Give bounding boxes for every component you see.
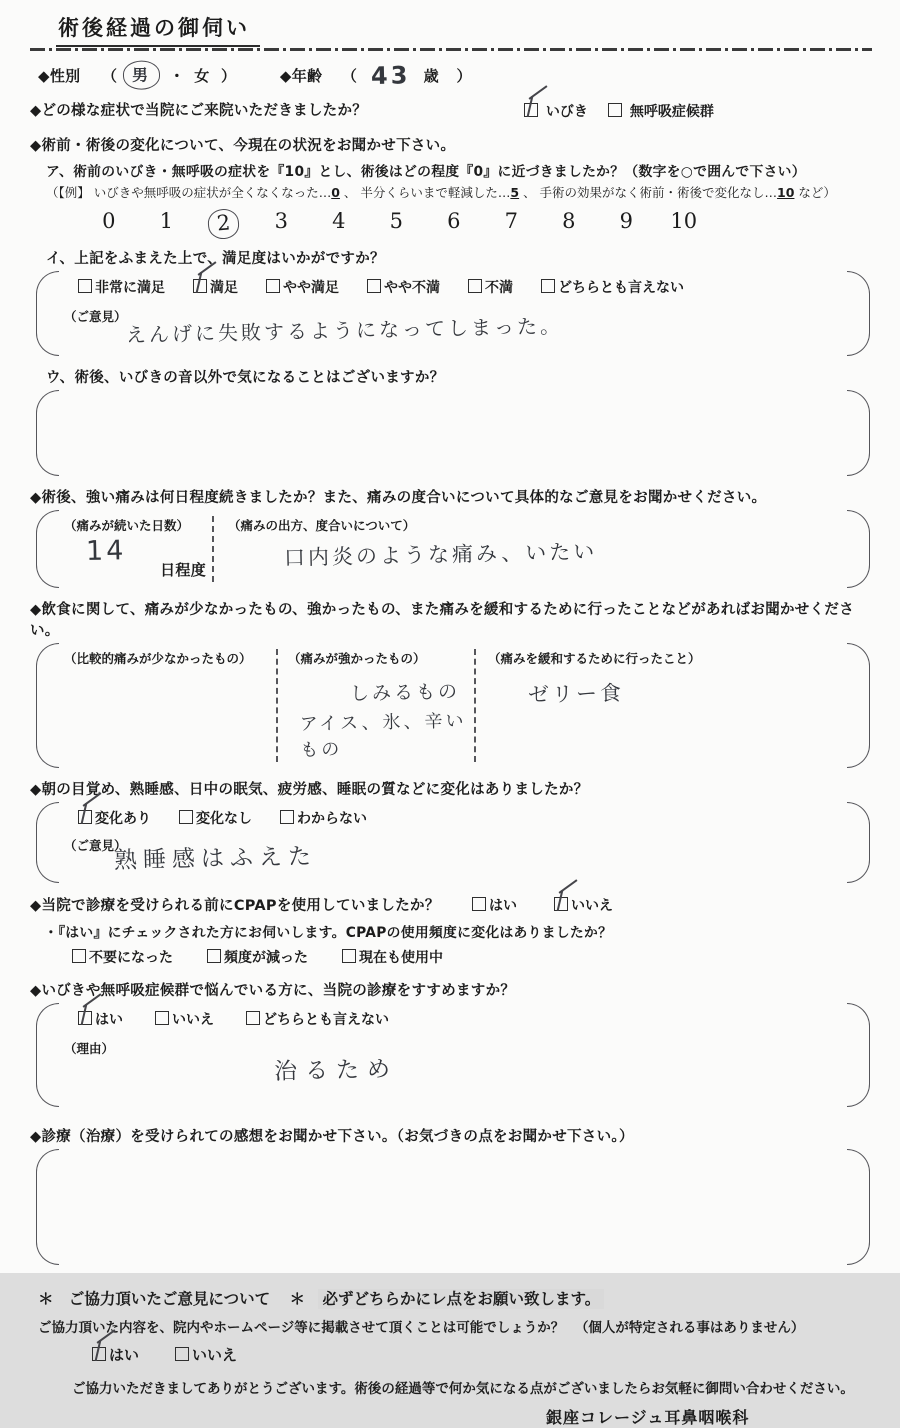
checkbox-icon [72,949,86,963]
cpap-option-yes: はい [472,895,517,915]
other-concerns-question: ウ、術後、いびきの音以外で気になることはございますか？ [46,370,445,386]
cpap-question: ◆当院で診療を受けられる前にCPAPを使用していましたか？ [30,898,440,914]
publish-option-yes: はい [92,1344,139,1365]
eating-col-relief [474,649,834,762]
opinion-label: （ご意見） [64,309,127,324]
symptom-option-label: 無呼吸症候群 [629,104,714,120]
eating-question: ◆飲食に関して、痛みが少なかったもの、強かったもの、また痛みを緩和するために行ったことなどがあればお聞かせください。 [30,602,854,639]
recommend-question: ◆いびきや無呼吸症候群で悩んでいる方に、当院の診療をすすめますか？ [30,983,516,999]
footer-about: ご協力頂いたご意見について [68,1290,271,1308]
satisfaction-option: 非常に満足 [78,277,165,297]
gender-female: 女 [194,67,210,85]
checkbox-icon [155,1011,169,1025]
reason-label: （理由） [64,1041,115,1056]
publish-options [92,1344,872,1365]
eating-col3-answer-handwritten: ゼリー食 [527,680,625,707]
scale-number-selected: 2 [195,209,253,239]
eating-col1-label: （比較的痛みが少なかったもの） [64,651,252,666]
pain-detail-answer-handwritten: 口内炎のような痛み、いたい [283,539,598,570]
checkbox-icon [541,279,555,293]
dash-dot-divider [30,48,872,51]
checkbox-icon [246,1011,260,1025]
eating-answer-box [36,643,870,768]
pain-days-value-handwritten: 14 [85,535,127,567]
cpap-followup-option: 現在も使用中 [342,947,443,967]
scale-number: 4 [332,209,346,233]
scale-number: 9 [619,209,633,233]
eating-col-more-pain [276,649,474,762]
cpap-followup-options [72,947,872,967]
symptom-option-mukokyu [608,101,714,121]
recommend-answer-handwritten: 治るため [273,1056,399,1085]
checkbox-icon [280,810,294,824]
sleep-options [78,808,834,828]
checkbox-icon [78,1011,92,1025]
pain-detail-column [212,516,834,582]
checkbox-icon [472,897,486,911]
paren-close2: ） [456,67,472,85]
checkbox-icon [207,949,221,963]
publish-question-line [38,1316,872,1336]
age-unit: 歳 [423,67,439,85]
other-concerns-answer-box [36,390,870,476]
opinion-label: （ご意見） [64,838,127,853]
severity-scale [30,209,872,239]
scale-number: 8 [562,209,576,233]
satisfaction-option: 満足 [193,277,238,297]
changes-heading: ◆術前・術後の変化について、今現在の状況をお聞かせ下さい。 [30,138,456,154]
checkbox-icon [175,1347,189,1361]
paren-open2: （ [341,67,358,85]
changes-example-line: （【例】 いびきや無呼吸の症状が全くなくなった…0 、 半分くらいまで軽減した…5 、 手術の効果がなく術前・術後で変化なし…10 など） [46,185,836,200]
footer-notice-line [38,1287,872,1309]
satisfaction-option: どちらとも言えない [541,277,684,297]
sleep-option: 変化なし [179,808,252,828]
checkbox-icon [78,279,92,293]
scale-number: 5 [389,209,403,233]
checkbox-icon [367,279,381,293]
recommend-option: いいえ [155,1009,214,1029]
publish-note: （個人が特定される事はありません） [574,1320,805,1336]
checkbox-icon [179,810,193,824]
satisfaction-options [78,277,834,297]
satisfaction-question: イ、上記をふまえた上で、満足度はいかがですか？ [46,251,385,267]
checkbox-icon [608,103,622,117]
star-mark: ＊ [289,1290,306,1308]
symptoms-question: ◆どの様な症状で当院にご来院いただきましたか？ [30,103,368,119]
eating-col2-label: （痛みが強かったもの） [288,651,426,666]
gender-label: ◆性別 [38,67,81,85]
satisfaction-option: やや不満 [367,277,440,297]
sleep-option: 変化あり [78,808,151,828]
impressions-answer-box [36,1149,870,1265]
scale-number: 10 [670,209,698,233]
checkbox-icon [193,279,207,293]
changes-sub-question: ア、術前のいびき・無呼吸の症状を『10』とし、術後はどの程度『0』に近づきましたか？（数字を○で囲んで下さい） [46,164,806,180]
gender-male-circled: 男 [123,60,161,90]
satisfaction-option: 不満 [468,277,513,297]
checkbox-icon [266,279,280,293]
age-label: ◆年齢 [279,67,323,85]
star-mark: ＊ [38,1290,54,1308]
satisfaction-answer-handwritten: えんげに失敗するようになってしまった。 [125,313,564,347]
cpap-row [30,894,872,915]
symptom-option-ibiki [524,101,588,121]
gender-separator: ・ [169,67,185,85]
recommend-option: はい [78,1009,123,1029]
cpap-option-no: いいえ [554,895,613,915]
symptoms-row [30,99,872,123]
checkbox-icon [342,949,356,963]
cpap-followup-option: 頻度が減った [207,947,308,967]
scale-number: 3 [274,209,288,233]
age-value-handwritten: 43 [370,61,411,90]
checkbox-icon [554,897,568,911]
eating-col3-label: （痛みを緩和するために行ったこと） [488,651,701,666]
sleep-option: わからない [280,808,367,828]
checkbox-icon [78,810,92,824]
pain-answer-box [36,510,870,588]
sleep-answer-box [36,802,870,883]
pain-days-label: （痛みが続いた日数） [64,518,190,533]
pain-days-column [64,516,212,582]
page-title: 術後経過の御伺い [56,12,260,47]
scale-number: 0 [102,209,116,233]
publish-question: ご協力頂いた内容を、院内やホームページ等に掲載させて頂くことは可能でしょうか？ [38,1320,565,1336]
recommend-answer-box [36,1003,870,1107]
footer-requirement-highlighted: 必ずどちらかにレ点をお願い致します。 [318,1289,604,1309]
sleep-question: ◆朝の目覚め、熟睡感、日中の眠気、疲労感、睡眠の質などに変化はありましたか？ [30,782,589,798]
sleep-answer-handwritten: 熟睡感はふえた [113,843,318,874]
profile-row [38,61,872,90]
cpap-followup-question: ・『はい』にチェックされた方にお伺いします。CPAPの使用頻度に変化はありましたか？ [44,925,613,941]
pain-detail-label: （痛みの出方、度合いについて） [228,518,416,533]
pain-question: ◆術後、強い痛みは何日程度続きましたか？また、痛みの度合いについて具体的なご意見をお聞かせください。 [30,490,767,506]
eating-col-less-pain [64,649,276,762]
symptom-option-label: いびき [545,104,588,120]
checkbox-icon [524,103,538,117]
checkbox-icon [468,279,482,293]
publish-option-no: いいえ [175,1344,237,1365]
clinic-name: 銀座コレージュ耳鼻咽喉科 [546,1408,750,1427]
eating-col2-answer2-handwritten: アイス、氷、辛いもの [299,710,467,761]
paren-open: （ [101,67,118,85]
recommend-option: どちらとも言えない [246,1009,389,1029]
eating-col2-answer-handwritten: しみるもの [349,680,461,705]
scale-number: 7 [504,209,518,233]
pain-days-unit: 日程度 [160,561,206,579]
scale-number: 6 [447,209,461,233]
impressions-question: ◆診療（治療）を受けられての感想をお聞かせ下さい。（お気づきの点をお聞かせ下さい。） [30,1129,634,1145]
recommend-options [78,1009,834,1029]
satisfaction-option: やや満足 [266,277,339,297]
scale-number: 1 [159,209,173,233]
paren-close: ） [221,67,237,85]
cpap-followup-option: 不要になった [72,947,173,967]
thanks-line: ご協力いただきましてありがとうございます。術後の経過等で何か気になる点がございましたらお気軽に御問い合わせください。 [72,1381,854,1397]
checkbox-icon [92,1347,106,1361]
satisfaction-answer-box [36,271,870,356]
